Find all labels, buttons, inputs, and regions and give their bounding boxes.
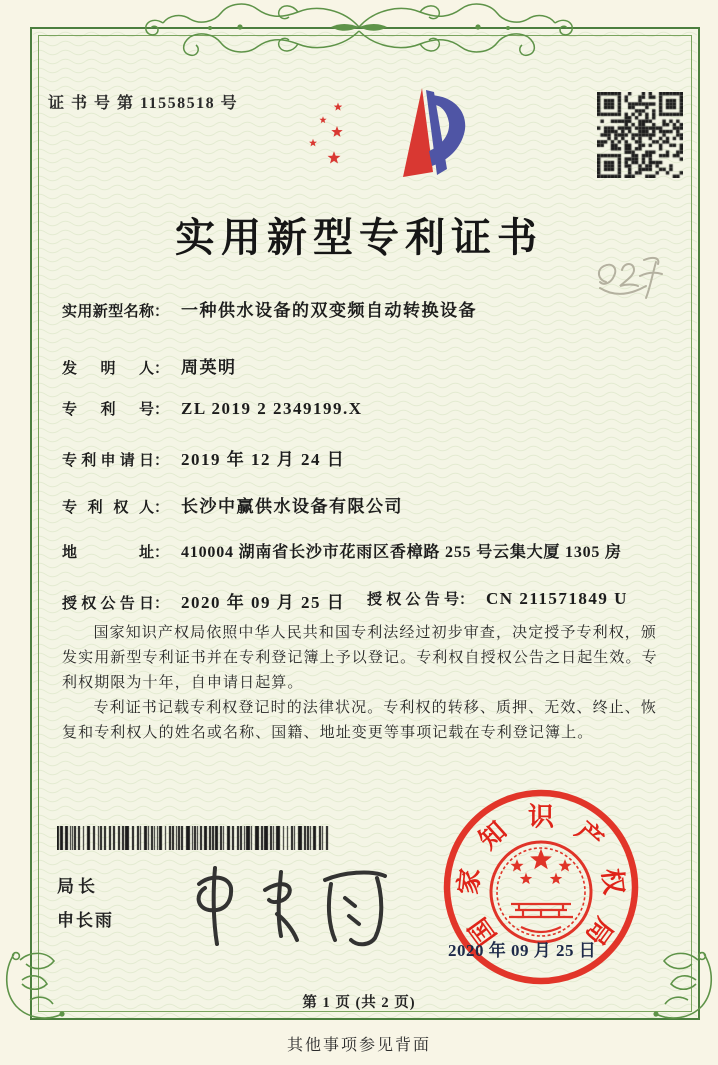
seal-char: 国 <box>463 912 503 951</box>
official-seal <box>438 786 644 992</box>
signer-name: 申长雨 <box>57 911 114 930</box>
field-colon: ： <box>459 592 475 608</box>
field-row-name <box>62 296 477 321</box>
field-pair-grant-no <box>367 588 628 609</box>
field-label: 实用新型名称 <box>62 304 154 320</box>
field-colon: ： <box>154 304 170 320</box>
field-value-grant-no: CN 211571849 U <box>486 589 628 608</box>
page-number: 第 1 页 (共 2 页) <box>302 995 416 1011</box>
notice-paragraph-2: 专利证书记载专利权登记时的法律状况。专利权的转移、质押、无效、终止、恢复和专利权人的姓名或名称、国籍、地址变更等事项记载在专利登记簿上。 <box>62 700 658 741</box>
seal-ring-text <box>438 786 644 992</box>
field-label: 授权公告号 <box>367 592 459 608</box>
field-value-grant-date: 2020 年 09 月 25 日 <box>181 593 346 612</box>
cnipa-logo-icon <box>300 85 470 185</box>
field-label: 专利号 <box>62 402 154 418</box>
field-row-inventor <box>62 353 237 378</box>
back-side-note: 其他事项参见背面 <box>286 1037 431 1054</box>
certificate-number: 证 书 号 第 11558518 号 <box>48 95 239 112</box>
field-label: 专利申请日 <box>62 453 154 469</box>
field-row-grant <box>62 588 628 613</box>
field-colon: ： <box>154 545 170 561</box>
certificate-title: 实用新型专利证书 <box>175 215 543 260</box>
field-row-address <box>62 539 622 562</box>
seal-char: 局 <box>579 912 619 951</box>
field-value-patent-no: ZL 2019 2 2349199.X <box>181 399 363 418</box>
seal-char: 家 <box>453 867 486 896</box>
field-colon: ： <box>154 453 170 469</box>
field-colon: ： <box>154 500 170 516</box>
qr-code <box>597 92 683 178</box>
field-value-address: 410004 湖南省长沙市花雨区香樟路 255 号云集大厦 1305 房 <box>181 544 622 561</box>
logo-stars <box>309 103 343 164</box>
field-label: 发明人 <box>62 361 154 377</box>
seal-char: 知 <box>473 816 513 855</box>
field-colon: ： <box>154 596 170 612</box>
signature <box>185 850 395 955</box>
handwritten-note <box>588 242 668 304</box>
seal-char: 产 <box>569 816 609 855</box>
field-label: 授权公告日 <box>62 596 154 612</box>
signer-title: 局长 <box>57 877 99 896</box>
seal-char: 权 <box>596 867 629 896</box>
barcode <box>57 826 329 850</box>
field-value-filing-date: 2019 年 12 月 24 日 <box>181 450 346 469</box>
field-label: 地址 <box>62 545 154 561</box>
field-label: 专利权人 <box>62 500 154 516</box>
seal-char: 识 <box>527 802 555 832</box>
top-flourish-ornament <box>0 0 718 64</box>
field-value-name: 一种供水设备的双变频自动转换设备 <box>181 301 478 320</box>
field-value-patentee: 长沙中赢供水设备有限公司 <box>181 497 404 516</box>
notice-paragraph-1: 国家知识产权局依照中华人民共和国专利法经过初步审查，决定授予专利权，颁发实用新型专利证书并在专利登记簿上予以登记。专利权自授权公告之日起生效。专利权期限为十年，自申请日起算。 <box>62 625 658 691</box>
field-colon: ： <box>154 361 170 377</box>
field-row-patent-no <box>62 398 363 419</box>
seal-date: 2020 年 09 月 25 日 <box>448 941 597 960</box>
field-row-filing-date <box>62 445 345 470</box>
field-row-patentee <box>62 492 403 517</box>
field-value-inventor: 周英明 <box>181 358 237 377</box>
field-colon: ： <box>154 402 170 418</box>
legal-notice <box>62 621 662 746</box>
